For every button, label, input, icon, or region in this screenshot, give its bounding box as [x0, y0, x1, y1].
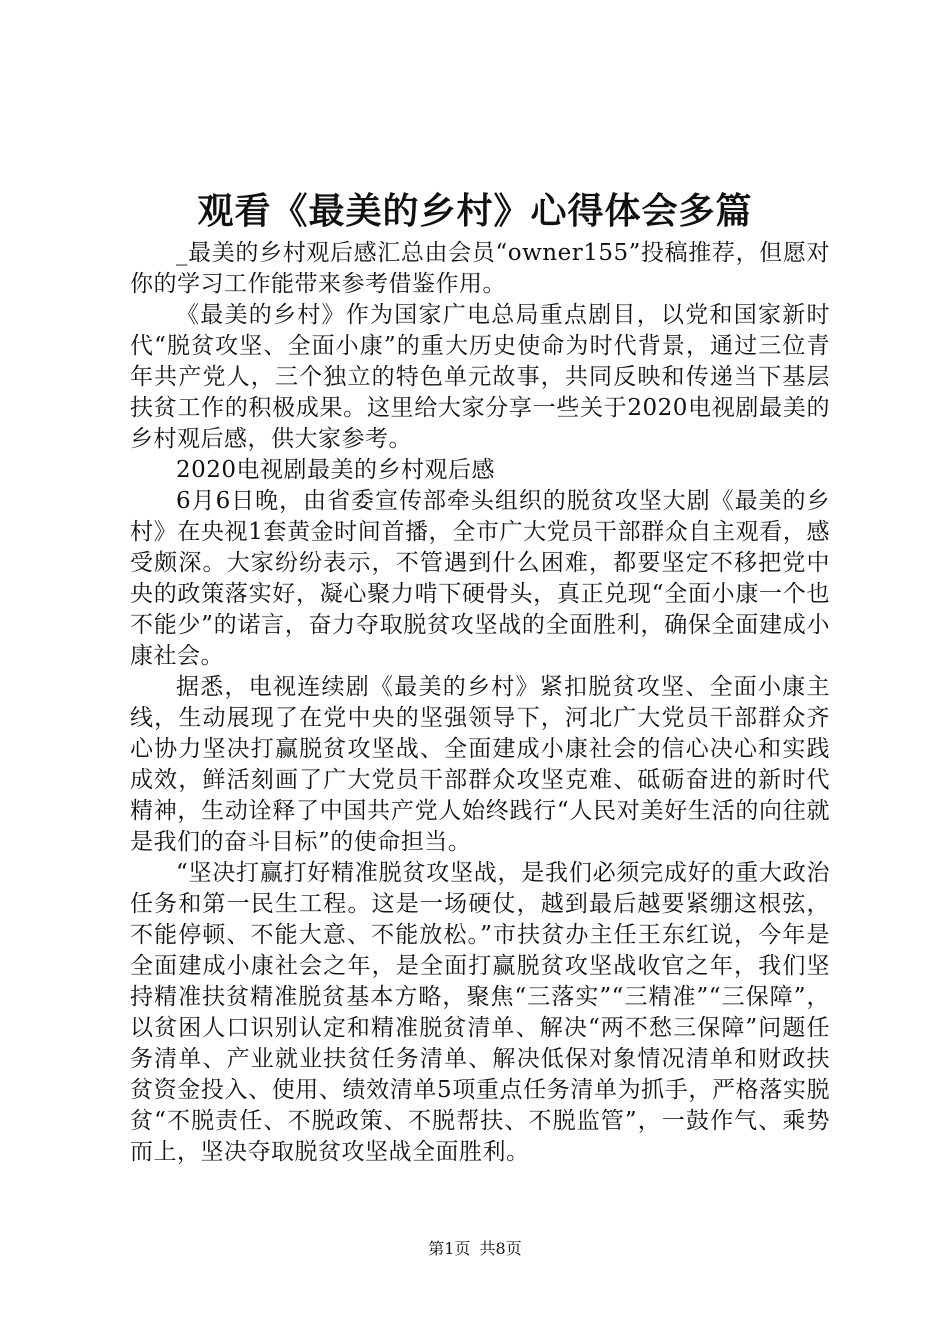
body-paragraph: “坚决打赢打好精准脱贫攻坚战，是我们必须完成好的重大政治任务和第一民生工程。这是一场硬仗，越到最后越要紧绷这根弦，不能停顿、不能大意、不能放松。”市扶贫办主任王东红说，今年是全面建成小康社会之年，是全面打赢脱贫攻坚战收官之年，我们坚持精准扶贫精准脱贫基本方略，聚焦“三落实”“三精准”“三保障”，以贫困人口识别认定和精准脱贫清单、解决“两不愁三保障”问题任务清单、产业就业扶贫任务清单、解决低保对象情况清单和财政扶贫资金投入、使用、绩效清单5项重点任务清单为抓手，严格落实脱贫“不脱责任、不脱政策、不脱帮扶、不脱监管”，一鼓作气、乘势而上，坚决夺取脱贫攻坚战全面胜利。 [130, 860, 830, 1165]
section-heading: 2020电视剧最美的乡村观后感 [176, 457, 496, 483]
body-paragraph: 6月6日晚，由省委宣传部牵头组织的脱贫攻坚大剧《最美的乡村》在央视1套黄金时间首播，全市广大党员干部群众自主观看，感受颇深。大家纷纷表示，不管遇到什么困难，都要坚定不移把党中央的政策落实好，凝心聚力啃下硬骨头，真正兑现“全面小康一个也不能少”的诺言，奋力夺取脱贫攻坚战的全面胜利，确保全面建成小康社会。 [130, 488, 830, 669]
document-body [130, 238, 830, 1168]
intro-paragraph: _最美的乡村观后感汇总由会员“owner155”投稿推荐，但愿对你的学习工作能带来参考借鉴作用。 [130, 240, 830, 297]
summary-paragraph: 《最美的乡村》作为国家广电总局重点剧目，以党和国家新时代“脱贫攻坚、全面小康”的重大历史使命为时代背景，通过三位青年共产党人，三个独立的特色单元故事，共同反映和传递当下基层扶贫工作的积极成果。这里给大家分享一些关于2020电视剧最美的乡村观后感，供大家参考。 [130, 302, 830, 452]
page-number: 第1页 [428, 1239, 471, 1258]
body-paragraph: 据悉，电视连续剧《最美的乡村》紧扣脱贫攻坚、全面小康主线，生动展现了在党中央的坚强领导下，河北广大党员干部群众齐心协力坚决打赢脱贫攻坚战、全面建成小康社会的信心决心和实践成效，鲜活刻画了广大党员干部群众攻坚克难、砥砺奋进的新时代精神，生动诠释了中国共产党人始终践行“人民对美好生活的向往就是我们的奋斗目标”的使命担当。 [130, 674, 830, 855]
page-footer [0, 1238, 950, 1260]
document-title: 观看《最美的乡村》心得体会多篇 [197, 190, 753, 232]
page-total: 共8页 [479, 1239, 522, 1258]
